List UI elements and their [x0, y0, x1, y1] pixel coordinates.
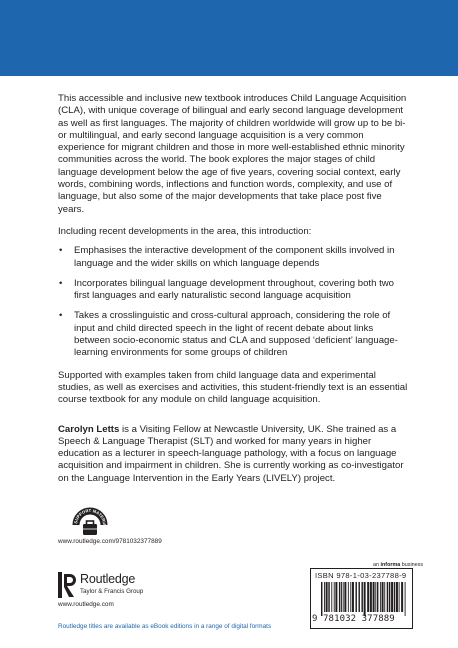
- barcode-bar: [331, 582, 332, 612]
- barcode-bar: [324, 582, 325, 612]
- barcode-bar: [350, 582, 351, 612]
- barcode-bar: [344, 582, 346, 612]
- author-bio: [58, 424, 408, 485]
- informa-suffix: business: [400, 562, 424, 568]
- barcode-bar: [326, 582, 328, 612]
- barcode-bar: [394, 582, 395, 612]
- bullet-marker: •: [59, 310, 63, 322]
- barcode-bar: [389, 582, 390, 612]
- back-cover-text: [58, 93, 408, 495]
- barcode-bar: [334, 582, 335, 612]
- barcode-bar: [382, 582, 384, 612]
- list-item-text: Incorporates bilingual language development throughout, covering both two first languages and early naturalistic second language acquisition: [74, 277, 395, 302]
- bullet-marker: •: [59, 245, 63, 257]
- barcode-bar: [380, 582, 381, 612]
- publisher-group: Taylor & Francis Group: [80, 588, 144, 595]
- intro-paragraph: This accessible and inclusive new textbook introduces Child Language Acquisition (CLA), with unique coverage of bilingual and early second language development as well as first languages. The majority of children worldwide will grow up to be bi- or multilingual, and early second language acquisition is a very common experience for migrant children and those in more well-established ethnic minority communities across the world. The book explores the major stages of child language development below the age of five years, covering social context, early words, combining words, inflections and function words, complexity, and use of language, but also some of the major developments that take place post five years.: [58, 93, 407, 215]
- barcode-bar: [341, 582, 342, 612]
- barcode-bar: [401, 582, 403, 612]
- barcode-bar: [387, 582, 388, 612]
- ebook-note: Routledge titles are available as eBook editions in a range of digital formats: [58, 623, 272, 630]
- publisher-name: Routledge: [80, 572, 136, 586]
- barcode-bars: [321, 582, 407, 616]
- barcode-bar: [396, 582, 398, 612]
- publisher-logo: [58, 572, 178, 598]
- list-item: [58, 310, 408, 359]
- barcode-bar: [405, 582, 406, 616]
- author-name: Carolyn Letts: [58, 423, 120, 435]
- support-logo-label: SUPPORT MATERIA: [73, 507, 108, 526]
- routledge-r-icon: [58, 572, 76, 598]
- isbn-barcode: [310, 568, 413, 629]
- supported-paragraph: Supported with examples taken from child language data and experimental studies, as well as exercises and activities, this student-friendly text is an essential course textbook for any module on child language acquisition.: [58, 369, 408, 406]
- barcode-bar: [343, 582, 344, 612]
- informa-prefix: an: [373, 562, 381, 568]
- isbn-label: ISBN 978-1-03-237788-9: [315, 571, 407, 580]
- lead-paragraph: Including recent developments in the area, this introduction:: [58, 225, 312, 237]
- barcode-bar: [355, 582, 356, 612]
- barcode-bar: [348, 582, 349, 612]
- barcode-bar: [328, 582, 329, 612]
- list-item: [58, 245, 408, 270]
- barcode-bar: [391, 582, 393, 612]
- barcode-bar: [384, 582, 385, 612]
- list-item-text: Emphasises the interactive development of the component skills involved in language and the wider skills on which language depends: [74, 245, 395, 269]
- barcode-bar: [335, 582, 337, 612]
- list-item: [58, 278, 408, 303]
- barcode-bar: [358, 582, 359, 612]
- barcode-bar: [399, 582, 400, 612]
- top-color-band: [0, 0, 458, 76]
- publisher-url[interactable]: www.routledge.com: [58, 601, 114, 608]
- barcode-bar: [375, 582, 376, 612]
- barcode-bar: [373, 582, 375, 612]
- support-material-url[interactable]: www.routledge.com/9781032377889: [58, 538, 162, 545]
- barcode-bar: [352, 582, 354, 612]
- barcode-bar: [370, 582, 372, 612]
- barcode-bar: [367, 582, 369, 612]
- informa-brand: informa: [380, 562, 401, 568]
- author-bio-text: is a Visiting Fellow at Newcastle University, UK. She trained as a Speech & Language Therapist (SLT) and worked for many years in higher education as a lecturer in speech-language pathology, with a focus on language acquisition and impairment in children. She is currently working as co-investigator on the Language Intervention in the Early Years (LIVELY) project.: [58, 423, 404, 484]
- bullet-marker: •: [59, 277, 63, 289]
- barcode-bar: [361, 582, 362, 612]
- feature-list: [58, 245, 408, 359]
- barcode-bar: [364, 582, 366, 616]
- barcode-bar: [339, 582, 340, 612]
- barcode-bar: [321, 582, 322, 616]
- list-item-text: Takes a crosslinguistic and cross-cultural approach, considering the role of input and child directed speech in the light of recent debate about links between socio-economic status and CLA and supposed ‘deficient’ language-learning environments for some groups of children: [74, 310, 398, 359]
- barcode-bar: [377, 582, 378, 612]
- barcode-digits: 9 781032 377889: [312, 614, 395, 624]
- support-material-logo: [70, 504, 110, 538]
